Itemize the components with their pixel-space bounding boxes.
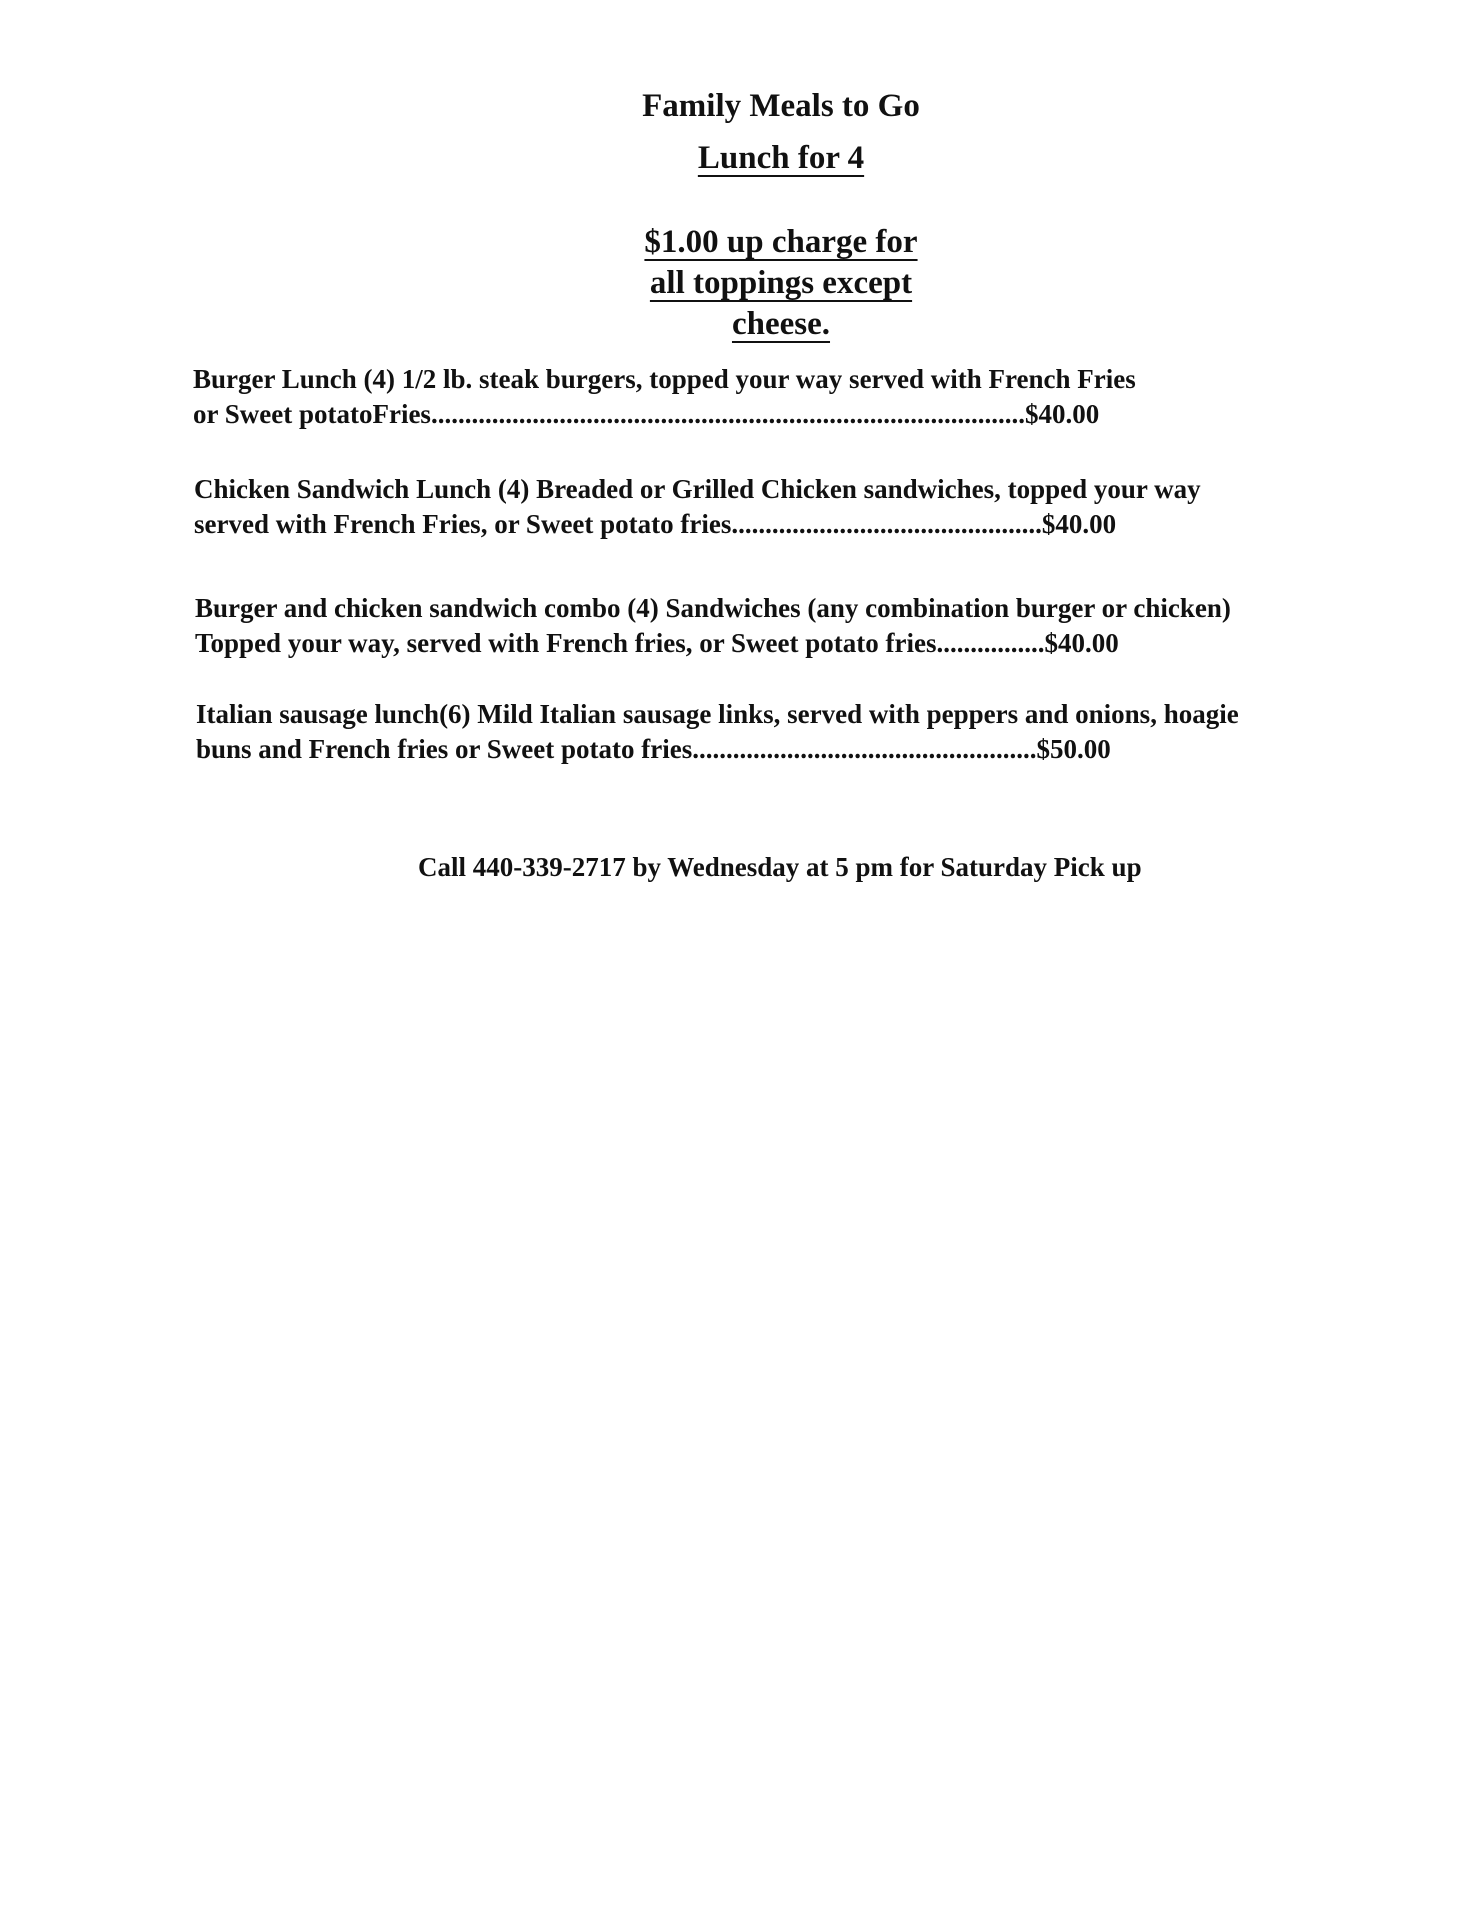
menu-item-description: Italian sausage lunch(6) Mild Italian sausage links, served with peppers and onions, hoagie bbox=[196, 699, 1239, 729]
menu-item-description: Chicken Sandwich Lunch (4) Breaded or Grilled Chicken sandwiches, topped your way bbox=[194, 474, 1201, 504]
page-title: Family Meals to Go bbox=[642, 88, 920, 124]
menu-item-price-line: served with French Fries, or Sweet potato fries..............................................$40.00 bbox=[194, 509, 1117, 539]
menu-item-description: Burger and chicken sandwich combo (4) Sandwiches (any combination burger or chicken) bbox=[195, 593, 1231, 623]
page-subtitle: Lunch for 4 bbox=[697, 140, 865, 176]
note-line: all toppings except bbox=[649, 265, 913, 301]
topping-upcharge-note bbox=[0, 222, 1484, 345]
menu-item-price-line: Topped your way, served with French fries, or Sweet potato fries................$40.00 bbox=[195, 628, 1119, 658]
menu-item-price-line: or Sweet potatoFries........................................................................................$40.00 bbox=[193, 399, 1100, 429]
note-line: $1.00 up charge for bbox=[644, 224, 918, 260]
menu-item-burger-lunch bbox=[193, 362, 1136, 432]
menu-item-burger-chicken-combo bbox=[195, 591, 1231, 661]
menu-item-chicken-sandwich-lunch bbox=[194, 472, 1201, 542]
menu-item-price-line: buns and French fries or Sweet potato fries...................................................$50.00 bbox=[196, 734, 1111, 764]
note-line: cheese. bbox=[731, 306, 831, 342]
menu-item-italian-sausage-lunch bbox=[196, 697, 1239, 767]
order-call-instructions: Call 440-339-2717 by Wednesday at 5 pm for Saturday Pick up bbox=[418, 852, 1142, 882]
menu-item-description: Burger Lunch (4) 1/2 lb. steak burgers, topped your way served with French Fries bbox=[193, 364, 1136, 394]
